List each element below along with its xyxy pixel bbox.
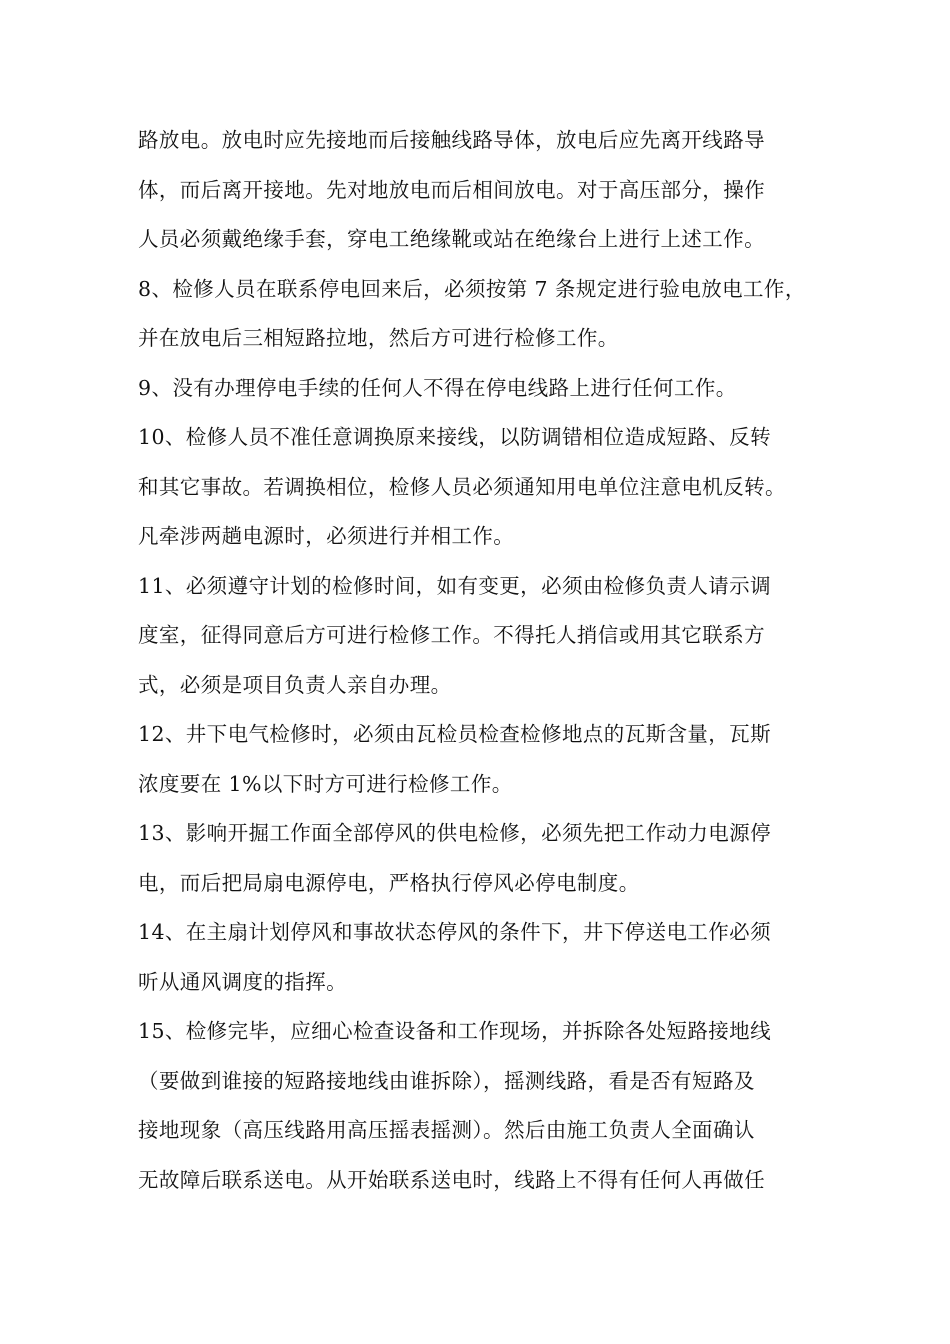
- text-line-6: 9、没有办理停电手续的任何人不得在停电线路上进行任何工作。: [138, 375, 737, 400]
- text-line-5: 并在放电后三相短路拉地，然后方可进行检修工作。: [138, 326, 619, 350]
- text-line-9: 凡牵涉两趟电源时，必须进行并相工作。: [138, 524, 515, 548]
- document-body: [138, 116, 838, 1205]
- text-line-14: 浓度要在 1%以下时方可进行检修工作。: [138, 771, 513, 796]
- text-line-20: （要做到谁接的短路接地线由谁拆除），摇测线路，看是否有短路及: [138, 1068, 755, 1093]
- text-line-12: 式，必须是项目负责人亲自办理。: [138, 672, 452, 697]
- text-line-1: 路放电。放电时应先接地而后接触线路导体，放电后应先离开线路导: [138, 128, 765, 152]
- text-line-19: 15、检修完毕，应细心检查设备和工作现场，并拆除各处短路接地线: [138, 1019, 771, 1043]
- text-line-3: 人员必须戴绝缘手套，穿电工绝缘靴或站在绝缘台上进行上述工作。: [138, 227, 765, 251]
- text-line-2: 体，而后离开接地。先对地放电而后相间放电。对于高压部分，操作: [138, 177, 765, 202]
- text-line-21: 接地现象（高压线路用高压摇表摇测）。然后由施工负责人全面确认: [138, 1118, 755, 1142]
- text-line-4: 8、检修人员在联系停电回来后，必须按第 7 条规定进行验电放电工作，: [138, 276, 806, 301]
- text-line-7: 10、检修人员不准任意调换原来接线，以防调错相位造成短路、反转: [138, 425, 771, 449]
- text-line-22: 无故障后联系送电。从开始联系送电时，线路上不得有任何人再做任: [138, 1167, 765, 1192]
- text-line-17: 14、在主扇计划停风和事故状态停风的条件下，井下停送电工作必须: [138, 920, 771, 944]
- text-line-18: 听从通风调度的指挥。: [138, 969, 347, 994]
- text-line-10: 11、必须遵守计划的检修时间，如有变更，必须由检修负责人请示调: [138, 573, 771, 598]
- text-line-8: 和其它事故。若调换相位，检修人员必须通知用电单位注意电机反转。: [138, 474, 786, 499]
- text-line-11: 度室，征得同意后方可进行检修工作。不得托人捎信或用其它联系方: [138, 623, 765, 647]
- text-line-15: 13、影响开掘工作面全部停风的供电检修，必须先把工作动力电源停: [138, 821, 771, 845]
- text-line-13: 12、井下电气检修时，必须由瓦检员检查检修地点的瓦斯含量，瓦斯: [138, 722, 771, 746]
- text-line-16: 电，而后把局扇电源停电，严格执行停风必停电制度。: [138, 870, 640, 895]
